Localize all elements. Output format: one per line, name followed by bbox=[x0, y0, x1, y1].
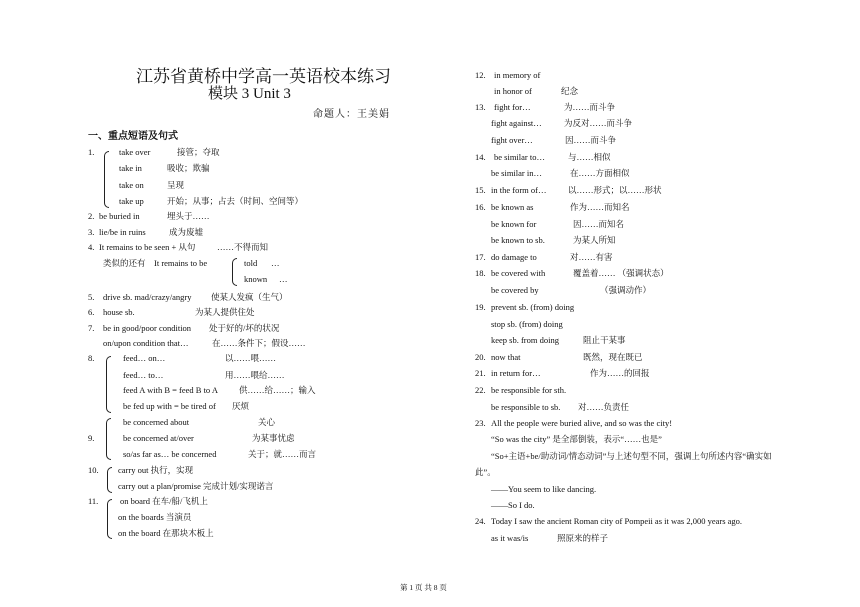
left-text-51: 10. bbox=[88, 465, 99, 475]
left-text-21: … bbox=[271, 258, 280, 268]
left-text-11: 埋头于…… bbox=[167, 211, 210, 221]
left-text-0: 1. bbox=[88, 147, 95, 157]
right-text-8: 为反对……而斗争 bbox=[564, 118, 633, 128]
right-text-33: （强调动作） bbox=[600, 285, 652, 295]
right-text-5: fight for… bbox=[494, 102, 531, 112]
left-text-9: 2. bbox=[88, 211, 95, 221]
right-text-34: 19. bbox=[475, 302, 486, 312]
right-text-59: 照原来的样子 bbox=[557, 533, 609, 543]
right-text-18: 以……形式；以……形状 bbox=[568, 185, 662, 195]
left-text-49: so/as far as… be concerned bbox=[123, 449, 217, 459]
right-text-6: 为……而斗争 bbox=[564, 102, 616, 112]
right-text-41: 既然，现在既已 bbox=[583, 352, 643, 362]
right-text-2: in honor of bbox=[494, 86, 532, 96]
left-text-22: known bbox=[244, 274, 268, 284]
right-text-23: 因……而知名 bbox=[573, 219, 625, 229]
right-text-52: “So+主语+be/助动词/情态动词”与上述句型不同，强调上句所述内容“确实如 bbox=[491, 451, 772, 461]
right-text-46: be responsible for sth. bbox=[491, 385, 567, 395]
right-text-38: 阻止干某事 bbox=[583, 335, 626, 345]
right-text-47: be responsible to sb. bbox=[491, 402, 561, 412]
left-text-17: ……不得而知 bbox=[217, 242, 269, 252]
left-text-56: on the boards 当演员 bbox=[118, 512, 192, 522]
left-text-57: on the board 在那块木板上 bbox=[118, 528, 214, 538]
right-text-21: 作为……而知名 bbox=[570, 202, 630, 212]
left-text-23: … bbox=[279, 274, 288, 284]
right-text-31: 覆盖着…… （强调状态） bbox=[573, 268, 669, 278]
left-text-41: 供……给……；输入 bbox=[239, 385, 316, 395]
left-text-35: 8. bbox=[88, 353, 95, 363]
page-title: 江苏省黄桥中学高一英语校本练习 bbox=[136, 67, 391, 87]
left-text-19: It remains to be bbox=[154, 258, 208, 268]
left-text-45: 关心 bbox=[258, 417, 276, 427]
right-text-25: 为某人所知 bbox=[573, 235, 616, 245]
right-text-57: Today I saw the ancient Roman city of Pompeii as it was 2,000 years ago. bbox=[491, 516, 743, 526]
right-text-44: 作为……的回报 bbox=[590, 368, 650, 378]
right-text-40: now that bbox=[491, 352, 521, 362]
right-text-13: 与……相似 bbox=[568, 152, 611, 162]
right-text-20: be known as bbox=[491, 202, 534, 212]
left-text-2: 接管；夺取 bbox=[177, 147, 220, 157]
left-text-34: 在……条件下；假设…… bbox=[212, 338, 306, 348]
right-text-37: keep sb. from doing bbox=[491, 335, 559, 345]
right-text-56: 24. bbox=[475, 516, 486, 526]
right-text-32: be covered by bbox=[491, 285, 539, 295]
left-text-27: 6. bbox=[88, 307, 95, 317]
brace-4 bbox=[232, 258, 237, 286]
right-text-1: in memory of bbox=[494, 70, 541, 80]
left-text-10: be buried in bbox=[99, 211, 140, 221]
left-text-28: house sb. bbox=[103, 307, 135, 317]
right-text-17: in the form of… bbox=[491, 185, 547, 195]
brace-1 bbox=[104, 151, 109, 208]
right-text-55: ——So I do. bbox=[491, 500, 535, 510]
left-text-44: be concerned about bbox=[123, 417, 190, 427]
right-text-53: 此”。 bbox=[475, 467, 496, 477]
right-text-19: 16. bbox=[475, 202, 486, 212]
left-text-29: 为某人提供住处 bbox=[195, 307, 255, 317]
right-text-16: 15. bbox=[475, 185, 486, 195]
brace-11 bbox=[107, 499, 112, 539]
right-text-10: 因……而斗争 bbox=[565, 135, 617, 145]
left-text-48: 为某事忧虑 bbox=[252, 433, 295, 443]
left-text-26: 使某人发疯（生气） bbox=[211, 292, 288, 302]
right-text-35: prevent sb. (from) doing bbox=[491, 302, 575, 312]
left-text-6: 呈现 bbox=[167, 180, 185, 190]
right-text-3: 纪念 bbox=[561, 86, 579, 96]
right-text-43: in return for… bbox=[491, 368, 541, 378]
left-text-24: 5. bbox=[88, 292, 95, 302]
right-text-42: 21. bbox=[475, 368, 486, 378]
right-text-45: 22. bbox=[475, 385, 486, 395]
left-text-30: 7. bbox=[88, 323, 95, 333]
right-text-24: be known to sb. bbox=[491, 235, 545, 245]
right-text-48: 对……负责任 bbox=[578, 402, 630, 412]
left-text-25: drive sb. mad/crazy/angry bbox=[103, 292, 192, 302]
right-text-29: 18. bbox=[475, 268, 486, 278]
right-text-15: 在……方面相似 bbox=[570, 168, 630, 178]
right-text-30: be covered with bbox=[491, 268, 546, 278]
left-text-13: lie/be in ruins bbox=[99, 227, 146, 237]
left-text-50: 关于；就……而言 bbox=[248, 449, 317, 459]
brace-8 bbox=[106, 356, 111, 413]
left-text-38: feed… to… bbox=[123, 370, 164, 380]
right-text-12: be similar to… bbox=[494, 152, 545, 162]
right-text-50: All the people were buried alive, and so was the city! bbox=[491, 418, 673, 428]
right-text-4: 13. bbox=[475, 102, 486, 112]
author: 命题人：王美娟 bbox=[313, 109, 390, 120]
left-text-54: 11. bbox=[88, 496, 99, 506]
right-text-9: fight over… bbox=[491, 135, 533, 145]
right-text-7: fight against… bbox=[491, 118, 542, 128]
right-text-11: 14. bbox=[475, 152, 486, 162]
left-text-37: 以……喂…… bbox=[225, 353, 277, 363]
brace-9 bbox=[106, 418, 111, 460]
left-text-3: take in bbox=[119, 163, 142, 173]
right-text-54: ——You seem to like dancing. bbox=[491, 484, 597, 494]
left-text-5: take on bbox=[119, 180, 144, 190]
left-text-46: 9. bbox=[88, 433, 95, 443]
right-text-49: 23. bbox=[475, 418, 486, 428]
left-text-47: be concerned at/over bbox=[123, 433, 194, 443]
brace-10 bbox=[107, 467, 112, 493]
right-text-22: be known for bbox=[491, 219, 537, 229]
left-text-15: 4. bbox=[88, 242, 95, 252]
right-text-58: as it was/is bbox=[491, 533, 529, 543]
left-text-43: 厌烦 bbox=[232, 401, 250, 411]
left-text-36: feed… on… bbox=[123, 353, 166, 363]
left-text-52: carry out 执行，实现 bbox=[118, 465, 194, 475]
right-text-26: 17. bbox=[475, 252, 486, 262]
left-text-4: 吸收；欺骗 bbox=[167, 163, 210, 173]
left-text-18: 类似的还有 bbox=[103, 258, 146, 268]
right-text-36: stop sb. (from) doing bbox=[491, 319, 563, 329]
left-text-1: take over bbox=[119, 147, 151, 157]
left-text-40: feed A with B = feed B to A bbox=[123, 385, 218, 395]
left-text-14: 成为废墟 bbox=[169, 227, 204, 237]
left-text-32: 处于好的/坏的状况 bbox=[209, 323, 280, 333]
left-text-16: It remains to be seen + 从句 bbox=[99, 242, 196, 252]
left-text-8: 开始；从事；占去（时间、空间等） bbox=[167, 196, 304, 206]
section-heading: 一、重点短语及句式 bbox=[88, 131, 178, 142]
left-text-39: 用……喂给…… bbox=[225, 370, 285, 380]
right-text-51: “So was the city” 是全部倒装，表示“……也是” bbox=[491, 434, 662, 444]
right-text-27: do damage to bbox=[491, 252, 537, 262]
left-text-7: take up bbox=[119, 196, 144, 206]
left-text-20: told bbox=[244, 258, 258, 268]
page-subtitle: 模块 3 Unit 3 bbox=[208, 86, 291, 102]
left-text-53: carry out a plan/promise 完成计划/实现诺言 bbox=[118, 481, 274, 491]
right-text-14: be similar in… bbox=[491, 168, 542, 178]
left-text-42: be fed up with = be tired of bbox=[123, 401, 216, 411]
right-text-28: 对……有害 bbox=[570, 252, 613, 262]
left-text-31: be in good/poor condition bbox=[103, 323, 192, 333]
right-text-0: 12. bbox=[475, 70, 486, 80]
right-text-39: 20. bbox=[475, 352, 486, 362]
left-text-33: on/upon condition that… bbox=[103, 338, 189, 348]
page-footer: 第 1 页 共 8 页 bbox=[400, 583, 447, 592]
left-text-55: on board 在车/船/飞机上 bbox=[120, 496, 208, 506]
left-text-12: 3. bbox=[88, 227, 95, 237]
